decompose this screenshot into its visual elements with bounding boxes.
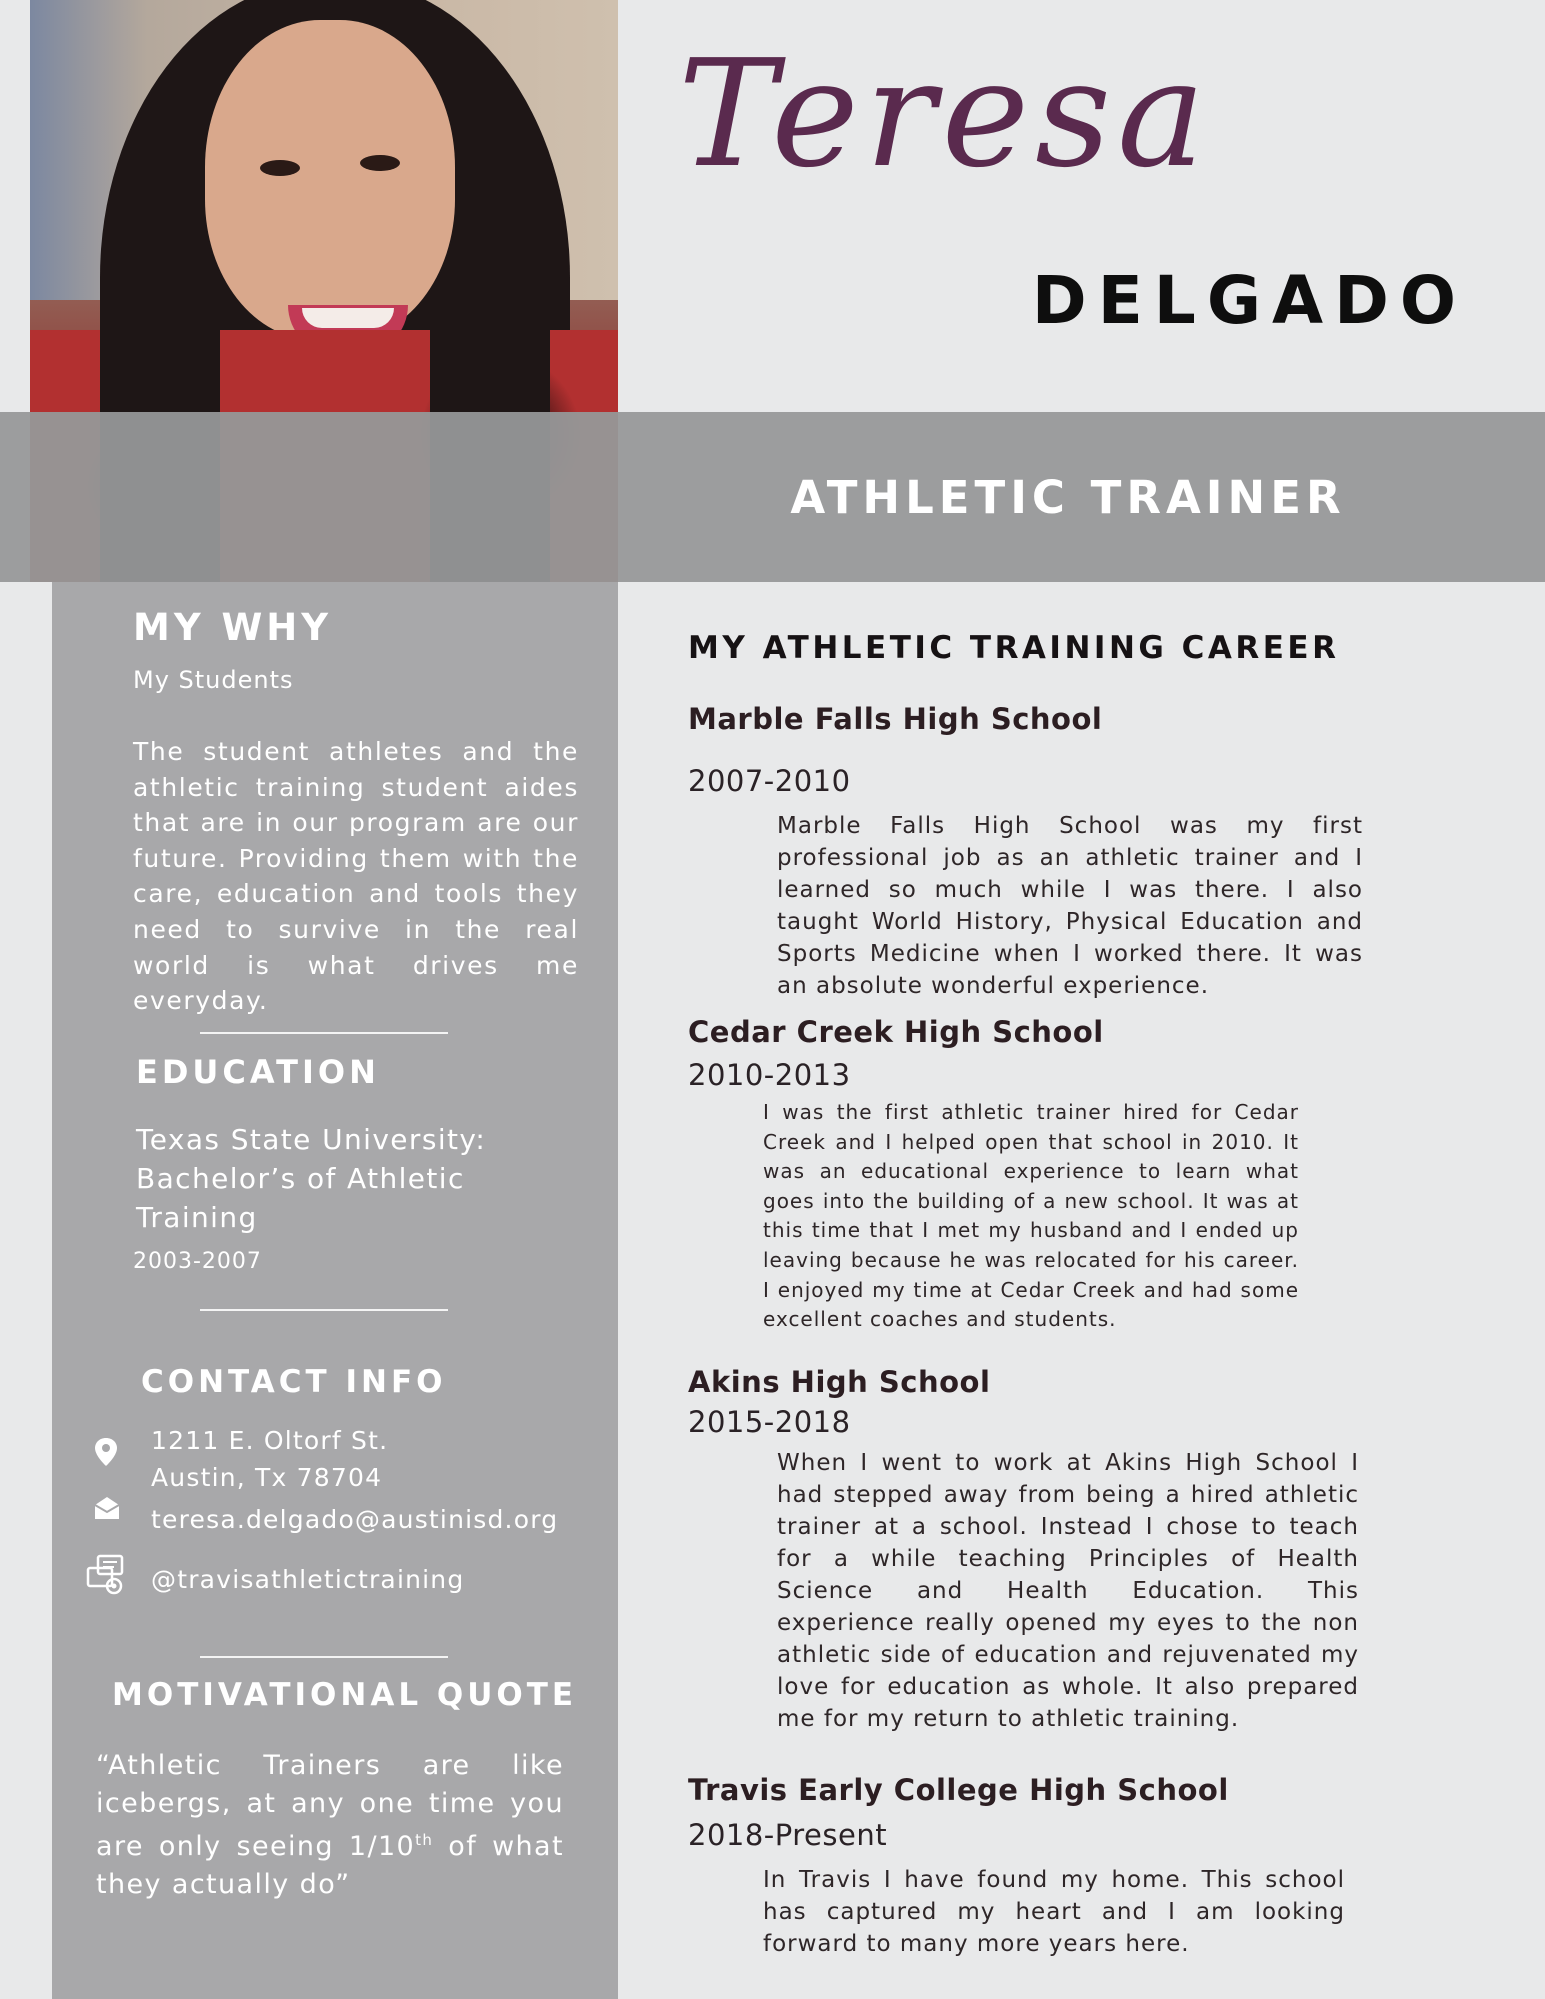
career-entry-description: Marble Falls High School was my first professional job as an athletic trainer and I learned so much while I was there. I also taught World History, Physical Education and Sports Medicine when I worked there. It was an absolute wonderful experience. <box>777 813 1363 999</box>
education-heading: EDUCATION <box>136 1053 380 1091</box>
education-school: Texas State University: Bachelor’s of Athletic Training <box>136 1123 487 1234</box>
first-name: Teresa <box>678 28 1212 200</box>
map-pin-icon <box>92 1436 120 1474</box>
address-line1: 1211 E. Oltorf St. <box>151 1426 389 1455</box>
career-entry-years: 2007-2010 <box>688 764 851 798</box>
my-why-heading: MY WHY <box>133 606 333 649</box>
address-line2: Austin, Tx 78704 <box>151 1463 383 1492</box>
my-why-body: The student athletes and the athletic training student aides that are in our program are our future. Providing them with the care, education and tools they need to survive in the real world is what drives me everyday. <box>133 737 579 1016</box>
career-entry-school: Cedar Creek High School <box>688 1015 1104 1049</box>
quote-heading: MOTIVATIONAL QUOTE <box>112 1677 578 1713</box>
career-entry-school: Marble Falls High School <box>688 702 1103 736</box>
email-link[interactable]: teresa.delgado@austinisd.org <box>151 1505 559 1534</box>
quote-text: “Athletic Trainers are like icebergs, at any one time you are only seeing 1/10th of what they actually do” <box>96 1750 564 1901</box>
job-title: ATHLETIC TRAINER <box>790 470 1346 524</box>
envelope-icon <box>92 1495 122 1525</box>
last-name: DELGADO <box>1031 262 1467 339</box>
career-entry-school: Akins High School <box>688 1365 991 1399</box>
social-handle[interactable]: @travisathletictraining <box>151 1565 465 1594</box>
career-entry-school: Travis Early College High School <box>688 1773 1229 1807</box>
career-entry-description: In Travis I have found my home. This school has captured my heart and I am looking forward to many more years here. <box>763 1867 1345 1957</box>
career-entry-description: I was the first athletic trainer hired for Cedar Creek and I helped open that school in 2010. It was an educational experience to learn what goes into the building of a new school. It was at this time that I met my husband and I ended up leaving because he was relocated for his career. I enjoyed my time at Cedar Creek and had some excellent coaches and students. <box>763 1100 1299 1332</box>
divider <box>200 1032 448 1034</box>
divider <box>200 1656 448 1658</box>
education-years: 2003-2007 <box>133 1249 262 1274</box>
career-entry-description: When I went to work at Akins High School I had stepped away from being a hired athletic trainer at a school. Instead I chose to teach for a while teaching Principles of Health Science and Health Education. This experience really opened my eyes to the non athletic side of education and rejuvenated my love for education as whole. It also prepared me for my return to athletic training. <box>777 1450 1359 1732</box>
career-entry-years: 2010-2013 <box>688 1058 851 1092</box>
divider <box>200 1309 448 1311</box>
career-entry-years: 2015-2018 <box>688 1405 851 1439</box>
career-heading: MY ATHLETIC TRAINING CAREER <box>688 630 1340 666</box>
social-media-icon <box>84 1552 128 1600</box>
career-entry-years: 2018-Present <box>688 1818 888 1852</box>
contact-heading: CONTACT INFO <box>141 1364 447 1400</box>
photo-overlay <box>30 412 618 582</box>
my-why-subheading: My Students <box>133 666 294 694</box>
